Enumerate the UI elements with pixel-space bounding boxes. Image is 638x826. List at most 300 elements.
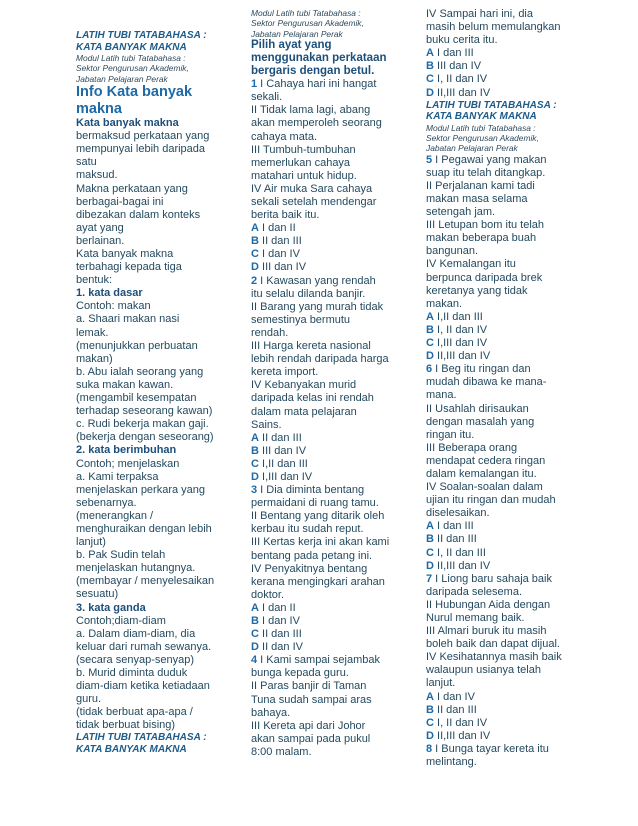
text-line <box>426 272 576 285</box>
line-text: kerbau itu sudah reput. <box>251 523 364 536</box>
line-text: guru. <box>76 693 102 706</box>
line-text: II,III dan IV <box>433 350 491 363</box>
question-number: 2 <box>251 274 258 287</box>
text-line <box>426 376 576 389</box>
option-letter: D <box>426 86 434 99</box>
line-text: I Liong baru sahaja baik <box>432 572 552 585</box>
text-line <box>76 431 220 444</box>
text-line <box>251 523 395 536</box>
line-text: I dan IV <box>258 615 300 628</box>
text-line <box>251 510 395 523</box>
line-text: II Tidak lama lagi, abang <box>251 104 371 117</box>
option-letter: C <box>251 628 259 641</box>
answer-option <box>426 87 576 100</box>
option-letter: D <box>251 470 259 483</box>
text-line <box>76 130 220 143</box>
text-line <box>426 232 576 245</box>
text-line <box>251 366 395 379</box>
line-text: lemak. <box>76 326 109 339</box>
text-line <box>76 143 220 156</box>
option-letter: B <box>251 444 259 457</box>
option-letter: B <box>426 323 434 336</box>
module-source: Sektor Pengurusan Akademik, <box>426 133 539 144</box>
answer-option <box>426 704 576 717</box>
line-text: suap itu telah ditangkap. <box>426 166 546 179</box>
question-number: 5 <box>426 153 433 166</box>
text-line <box>251 563 395 576</box>
line-text: I Beg itu ringan dan <box>432 363 531 376</box>
text-line <box>251 288 395 301</box>
line-text: boleh baik dan dapat dijual. <box>426 638 560 651</box>
text-line <box>76 497 220 510</box>
line-text: I Bunga tayar kereta itu <box>432 742 549 755</box>
line-text: dengan masalah yang <box>426 415 535 428</box>
answer-option <box>426 717 576 730</box>
text-line <box>251 314 395 327</box>
answer-option <box>426 311 576 324</box>
question-list <box>426 154 576 769</box>
answer-option <box>426 60 576 73</box>
question-number: 3 <box>251 484 258 497</box>
text-line <box>251 550 395 563</box>
question-line <box>251 78 395 91</box>
line-text: daripada selesema. <box>426 585 523 598</box>
line-text: II dan III <box>433 533 477 546</box>
line-text: IV Kemalangan itu <box>426 258 516 271</box>
option-letter: A <box>251 222 259 235</box>
line-text: I dan III <box>433 520 474 533</box>
question-number: 6 <box>426 363 433 376</box>
line-text: Nurul memang baik. <box>426 612 525 625</box>
line-text: setengah jam. <box>426 206 496 219</box>
line-text: III Tumbuh-tumbuhan <box>251 143 356 156</box>
line-text: Kata banyak makna <box>76 248 174 261</box>
line-text: III Beberapa orang <box>426 441 518 454</box>
line-text: terhadap seseorang kawan) <box>76 405 213 418</box>
text-line <box>76 248 220 261</box>
text-line <box>76 654 220 667</box>
info-title: Info Kata banyak <box>76 84 193 101</box>
text-line <box>426 481 576 494</box>
line-text: berita baik itu. <box>251 209 320 222</box>
option-letter: D <box>251 261 259 274</box>
text-line <box>426 403 576 416</box>
text-line <box>426 8 576 21</box>
line-text: I,III dan IV <box>433 337 488 350</box>
text-line <box>76 418 220 431</box>
line-text: II Bentang yang ditarik oleh <box>251 510 385 523</box>
text-line <box>426 34 576 47</box>
text-line <box>76 274 220 287</box>
text-line <box>251 170 395 183</box>
line-text: sebenarnya. <box>76 496 137 509</box>
question-line <box>426 154 576 167</box>
option-letter: A <box>251 601 259 614</box>
answer-option <box>251 615 395 628</box>
line-text: Contoh;diam-diam <box>76 614 166 627</box>
text-line <box>426 586 576 599</box>
text-line <box>76 156 220 169</box>
line-text: III dan IV <box>258 444 307 457</box>
line-text: Sains. <box>251 418 282 431</box>
text-line <box>426 219 576 232</box>
line-text: 8:00 malam. <box>251 745 312 758</box>
instruction-text: Pilih ayat yang <box>251 38 332 51</box>
answer-option <box>426 47 576 60</box>
option-letter: D <box>426 350 434 363</box>
line-text: a. Dalam diam-diam, dia <box>76 627 196 640</box>
line-text: kereta import. <box>251 366 319 379</box>
option-letter: B <box>426 703 434 716</box>
text-line <box>426 612 576 625</box>
line-text: II Paras banjir di Taman <box>251 680 367 693</box>
line-text: I, II dan IV <box>433 323 488 336</box>
line-text: ringan itu. <box>426 428 475 441</box>
text-line <box>426 180 576 193</box>
line-text: I Dia diminta bentang <box>257 484 365 497</box>
line-text: II dan III <box>258 628 302 641</box>
text-line <box>426 638 576 651</box>
line-text: sekali. <box>251 91 283 104</box>
column-right <box>426 8 576 769</box>
text-line <box>251 680 395 693</box>
line-text: diselesaikan. <box>426 507 490 520</box>
option-letter: D <box>426 729 434 742</box>
option-letter: A <box>426 520 434 533</box>
text-line <box>251 497 395 510</box>
text-line <box>76 183 220 196</box>
answer-option <box>251 458 395 471</box>
answer-option <box>426 73 576 86</box>
line-text: IV Kesihatannya masih baik <box>426 651 562 664</box>
text-line <box>251 104 395 117</box>
text-line <box>76 379 220 392</box>
line-text: Makna perkataan yang <box>76 182 188 195</box>
line-text: dibezakan dalam konteks <box>76 208 201 221</box>
line-text: berpunca daripada brek <box>426 271 543 284</box>
text-line <box>76 575 220 588</box>
text-line <box>251 144 395 157</box>
line-text: melintang. <box>426 756 477 769</box>
text-line <box>76 392 220 405</box>
line-text: mendapat cedera ringan <box>426 454 546 467</box>
text-line <box>426 442 576 455</box>
text-line <box>76 602 220 615</box>
line-text: 2. kata berimbuhan <box>76 444 177 457</box>
line-text: daripada kelas ini rendah <box>251 392 374 405</box>
line-text: suka makan kawan. <box>76 378 174 391</box>
text-line <box>76 235 220 248</box>
text-line <box>426 429 576 442</box>
section-header: LATIH TUBI TATABAHASA : <box>76 30 207 41</box>
question-line <box>251 484 395 497</box>
option-letter: B <box>251 615 259 628</box>
text-line <box>76 536 220 549</box>
line-text: II dan IV <box>258 641 303 654</box>
text-line <box>76 628 220 641</box>
column-left <box>76 30 220 756</box>
line-text: Tuna sudah sampai aras <box>251 693 372 706</box>
text-line <box>251 406 395 419</box>
line-text: keretanya yang tidak <box>426 284 528 297</box>
line-text: bahaya. <box>251 706 291 719</box>
line-text: bentuk: <box>76 274 113 287</box>
text-line <box>76 667 220 680</box>
line-text: II,III dan IV <box>433 559 491 572</box>
line-text: 1. kata dasar <box>76 287 143 300</box>
line-text: I, II dan IV <box>433 716 488 729</box>
question-list <box>251 78 395 759</box>
option-letter: D <box>426 559 434 572</box>
line-text: mempunyai lebih daripada <box>76 143 206 156</box>
line-text: b. Pak Sudin telah <box>76 549 166 562</box>
text-line <box>76 261 220 274</box>
text-line <box>76 117 220 130</box>
line-text: I dan IV <box>433 690 475 703</box>
answer-option <box>251 471 395 484</box>
text-line <box>426 298 576 311</box>
option-letter: C <box>426 337 434 350</box>
instruction-text: bergaris dengan betul. <box>251 65 375 78</box>
instruction-text: menggunakan perkataan <box>251 51 387 64</box>
answer-option <box>426 560 576 573</box>
column-middle <box>251 8 395 759</box>
line-text: II Usahlah dirisaukan <box>426 402 529 415</box>
line-text: makan. <box>426 297 463 310</box>
text-line <box>426 677 576 690</box>
answer-option <box>426 730 576 743</box>
text-line <box>426 258 576 271</box>
text-line <box>251 392 395 405</box>
text-line <box>426 651 576 664</box>
answer-option <box>251 261 395 274</box>
option-letter: A <box>426 310 434 323</box>
option-letter: A <box>426 47 434 60</box>
line-text: I Cahaya hari ini hangat <box>257 78 377 91</box>
line-text: akan memperoleh seorang <box>251 117 382 130</box>
text-line <box>251 720 395 733</box>
text-line <box>76 405 220 418</box>
line-text: I dan II <box>258 601 296 614</box>
instructions <box>251 39 395 78</box>
line-text: III dan IV <box>433 60 482 73</box>
line-text: matahari untuk hidup. <box>251 169 357 182</box>
text-line <box>76 510 220 523</box>
line-text: sesuatu) <box>76 588 119 601</box>
info-body <box>76 117 220 732</box>
line-text: I dan IV <box>258 248 300 261</box>
question-line <box>426 743 576 756</box>
line-text: mana. <box>426 389 457 402</box>
text-line <box>76 523 220 536</box>
option-letter: C <box>251 248 259 261</box>
line-text: b. Murid diminta duduk <box>76 667 188 680</box>
text-line <box>76 680 220 693</box>
text-line <box>251 589 395 602</box>
line-text: (menerangkan / <box>76 509 154 522</box>
module-source: Modul Latih tubi Tatabahasa : <box>426 122 536 133</box>
line-text: (tidak berbuat apa-apa / <box>76 706 193 719</box>
text-line <box>76 615 220 628</box>
option-letter: B <box>426 60 434 73</box>
text-line <box>251 667 395 680</box>
module-source: Sektor Pengurusan Akademik, <box>251 18 364 29</box>
text-line <box>251 576 395 589</box>
text-line <box>76 287 220 300</box>
info-title: makna <box>76 100 122 117</box>
text-line <box>76 693 220 706</box>
text-line <box>251 536 395 549</box>
text-line <box>251 117 395 130</box>
option-letter: B <box>251 235 259 248</box>
line-text: I,II dan III <box>433 310 483 323</box>
line-text: Contoh; menjelaskan <box>76 457 180 470</box>
text-line <box>76 458 220 471</box>
line-text: keluar dari rumah sewanya. <box>76 640 212 653</box>
option-letter: C <box>426 716 434 729</box>
line-text: III Letupan bom itu telah <box>426 219 545 232</box>
text-line <box>426 167 576 180</box>
text-line <box>251 340 395 353</box>
line-text: II dan III <box>258 235 302 248</box>
answer-option <box>426 324 576 337</box>
line-text: walaupun usianya telah <box>426 664 541 677</box>
question-list <box>426 8 576 100</box>
text-line <box>251 327 395 340</box>
text-line <box>251 746 395 759</box>
answer-option <box>426 337 576 350</box>
text-line <box>76 222 220 235</box>
text-line <box>426 756 576 769</box>
line-text: semestinya bermutu <box>251 313 351 326</box>
footer-header: LATIH TUBI TATABAHASA : <box>76 732 207 744</box>
text-line <box>76 327 220 340</box>
text-line <box>76 340 220 353</box>
answer-option <box>251 445 395 458</box>
line-text: lebih rendah daripada harga <box>251 353 389 366</box>
text-line <box>426 507 576 520</box>
line-text: I, II dan IV <box>433 73 488 86</box>
answer-option <box>251 235 395 248</box>
option-letter: C <box>426 546 434 559</box>
question-number: 8 <box>426 742 433 755</box>
line-text: bunga kepada guru. <box>251 667 349 680</box>
line-text: III Kertas kerja ini akan kami <box>251 536 390 549</box>
line-text: I Pegawai yang makan <box>432 153 547 166</box>
line-text: menghuraikan dengan lebih <box>76 522 212 535</box>
text-line <box>426 206 576 219</box>
text-line <box>76 562 220 575</box>
line-text: maksud. <box>76 169 118 182</box>
module-source: Jabatan Pelajaran Perak <box>251 28 343 39</box>
line-text: (menunjukkan perbuatan <box>76 339 198 352</box>
text-line <box>251 707 395 720</box>
text-line <box>76 196 220 209</box>
answer-option <box>426 547 576 560</box>
text-line <box>251 131 395 144</box>
text-line <box>426 599 576 612</box>
answer-option <box>426 350 576 363</box>
line-text: III dan IV <box>258 261 307 274</box>
text-line <box>76 719 220 732</box>
line-text: III Harga kereta nasional <box>251 340 371 353</box>
line-text: IV Penyakitnya bentang <box>251 562 368 575</box>
text-line <box>76 588 220 601</box>
text-line <box>76 313 220 326</box>
line-text: Contoh: makan <box>76 300 151 313</box>
answer-option <box>251 628 395 641</box>
text-line <box>426 245 576 258</box>
line-text: III Almari buruk itu masih <box>426 625 547 638</box>
line-text: sekali setelah mendengar <box>251 196 377 209</box>
line-text: terbahagi kepada tiga <box>76 261 182 274</box>
text-line <box>76 706 220 719</box>
line-text: itu selalu dilanda banjir. <box>251 287 366 300</box>
option-letter: C <box>251 457 259 470</box>
answer-option <box>426 533 576 546</box>
module-source: Jabatan Pelajaran Perak <box>76 73 168 84</box>
text-line <box>76 641 220 654</box>
answer-option <box>251 222 395 235</box>
text-line <box>76 169 220 182</box>
text-line <box>76 484 220 497</box>
line-text: satu <box>76 156 97 169</box>
text-line <box>251 157 395 170</box>
line-text: I, II dan III <box>433 546 486 559</box>
line-text: berlainan. <box>76 234 125 247</box>
line-text: dalam kemalangan itu. <box>426 467 537 480</box>
question-number: 1 <box>251 78 258 91</box>
answer-option <box>251 248 395 261</box>
line-text: lanjut) <box>76 536 106 549</box>
line-text: III Kereta api dari Johor <box>251 719 366 732</box>
line-text: b. Abu ialah seorang yang <box>76 365 204 378</box>
text-line <box>251 183 395 196</box>
question-line <box>426 573 576 586</box>
line-text: IV Air muka Sara cahaya <box>251 182 373 195</box>
text-line <box>76 444 220 457</box>
text-line <box>76 353 220 366</box>
line-text: II dan III <box>433 703 477 716</box>
text-line <box>76 209 220 222</box>
module-source: Modul Latih tubi Tatabahasa : <box>76 53 186 64</box>
line-text: (secara senyap-senyap) <box>76 653 195 666</box>
text-line <box>426 625 576 638</box>
answer-option <box>251 641 395 654</box>
line-text: II Hubungan Aida dengan <box>426 598 551 611</box>
line-text: makan beberapa buah <box>426 232 537 245</box>
text-line <box>251 419 395 432</box>
option-letter: C <box>426 73 434 86</box>
text-line <box>426 193 576 206</box>
line-text: I Kami sampai sejambak <box>257 654 381 667</box>
line-text: a. Shaari makan nasi <box>76 313 180 326</box>
line-text: permaidani di ruang tamu. <box>251 497 379 510</box>
line-text: rendah. <box>251 326 289 339</box>
line-text: II dan III <box>258 431 302 444</box>
line-text: ujian itu ringan dan mudah <box>426 494 556 507</box>
line-text: I dan III <box>433 47 474 60</box>
text-line <box>251 301 395 314</box>
line-text: masih belum memulangkan <box>426 21 561 34</box>
line-text: Kata banyak makna <box>76 117 179 130</box>
text-line <box>426 21 576 34</box>
line-text: lanjut. <box>426 677 456 690</box>
section-header: KATA BANYAK MAKNA <box>76 41 187 53</box>
line-text: bermaksud perkataan yang <box>76 130 210 143</box>
line-text: ayat yang <box>76 221 124 234</box>
answer-option <box>251 602 395 615</box>
